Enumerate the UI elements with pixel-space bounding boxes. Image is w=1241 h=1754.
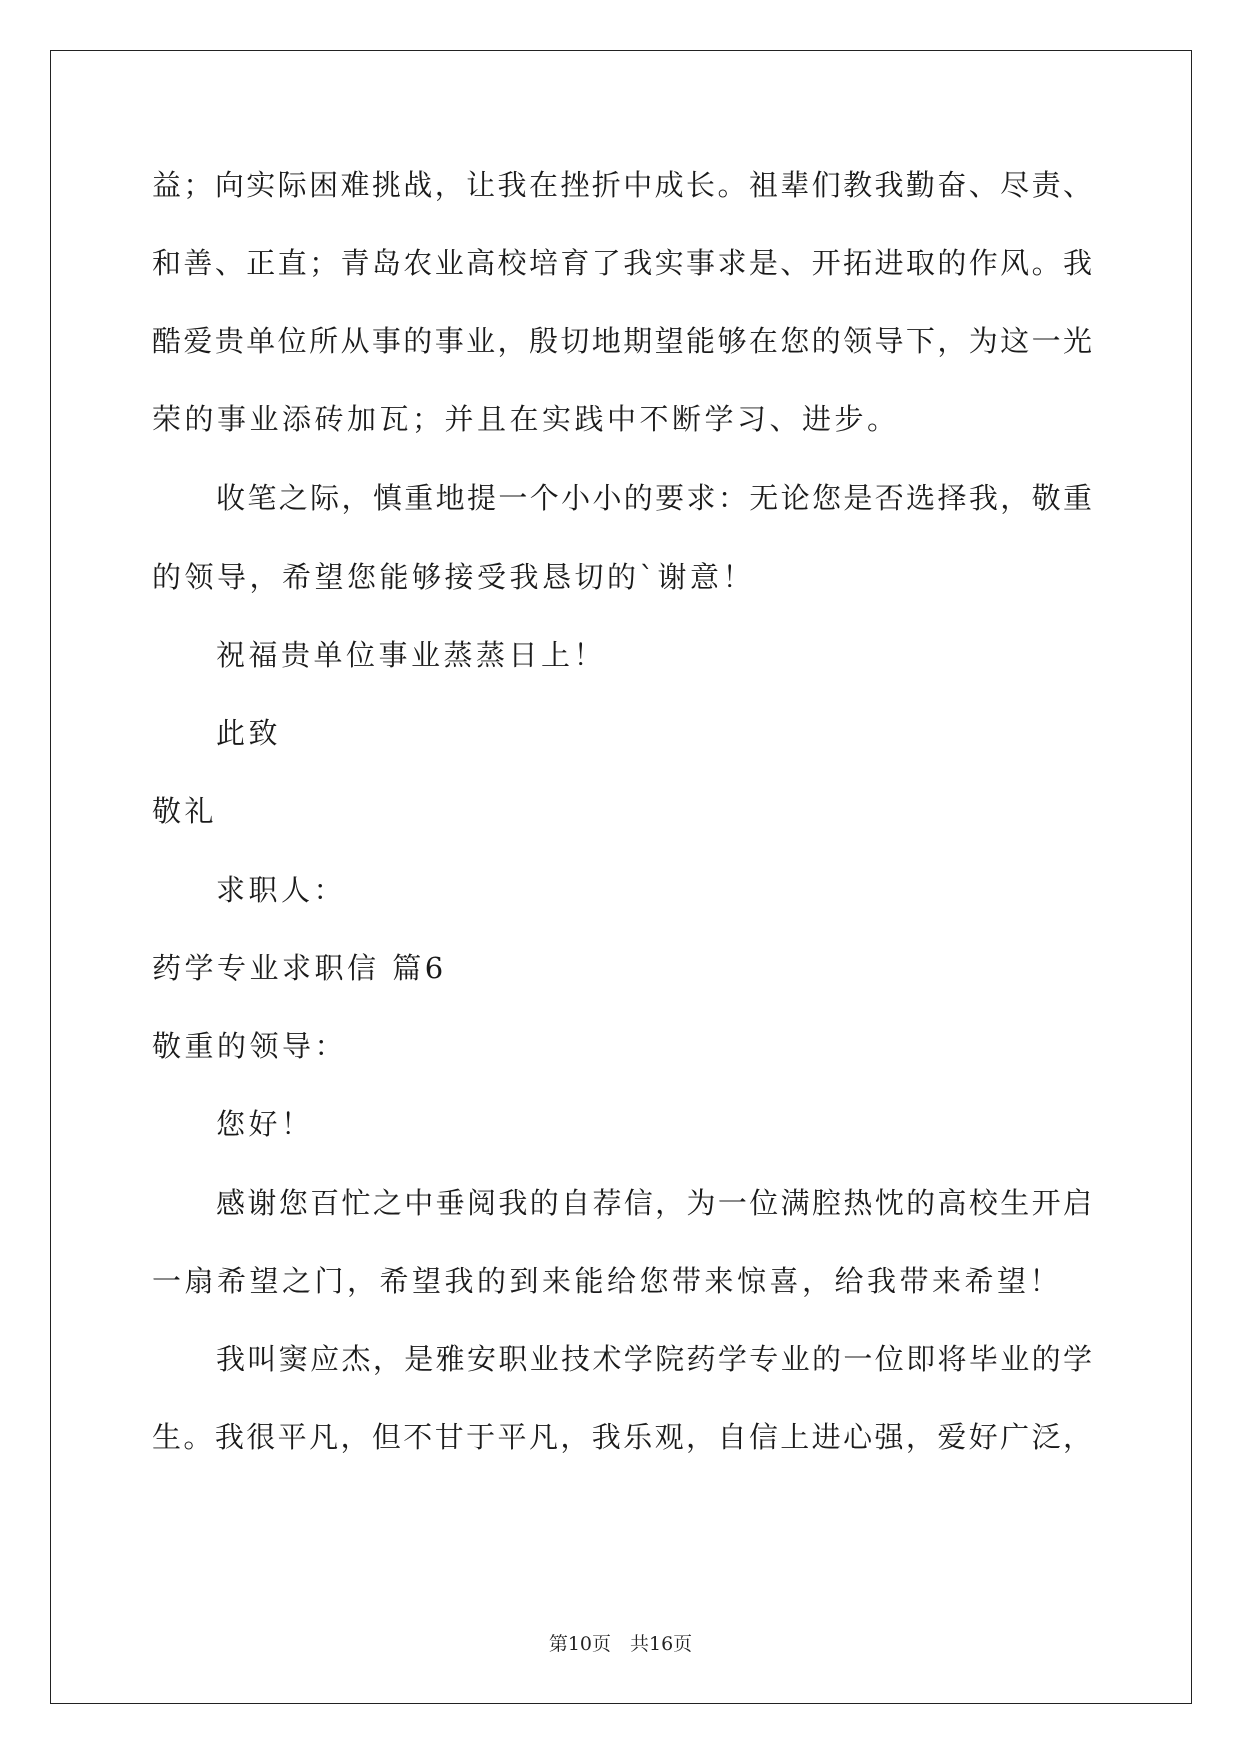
text-line: 生。我很平凡，但不甘于平凡，我乐观，自信上进心强，爱好广泛， bbox=[152, 1420, 1092, 1454]
salutation: 敬重的领导： bbox=[152, 1029, 348, 1063]
text-line: 荣的事业添砖加瓦；并且在实践中不断学习、进步。 bbox=[152, 402, 900, 436]
closing-wish: 祝福贵单位事业蒸蒸日上！ bbox=[216, 638, 607, 672]
closing-salute: 敬礼 bbox=[152, 794, 218, 828]
signature-label: 求职人： bbox=[216, 873, 347, 907]
text-line: 和善、正直；青岛农业高校培育了我实事求是、开拓进取的作风。我 bbox=[152, 246, 1092, 280]
greeting: 您好！ bbox=[216, 1107, 314, 1141]
text-line: 收笔之际，慎重地提一个小小的要求：无论您是否选择我，敬重 bbox=[216, 481, 1092, 515]
text-line: 我叫窦应杰，是雅安职业技术学院药学专业的一位即将毕业的学 bbox=[216, 1342, 1092, 1376]
text-line: 感谢您百忙之中垂阅我的自荐信，为一位满腔热忱的高校生开启 bbox=[216, 1186, 1092, 1220]
section-heading: 药学专业求职信 篇6 bbox=[152, 951, 447, 985]
text-line: 一扇希望之门，希望我的到来能给您带来惊喜，给我带来希望！ bbox=[152, 1264, 1063, 1298]
text-line: 酷爱贵单位所从事的事业，殷切地期望能够在您的领导下，为这一光 bbox=[152, 324, 1092, 358]
closing-phrase: 此致 bbox=[216, 716, 282, 750]
page-number: 第10页 共16页 bbox=[548, 1633, 693, 1655]
text-line: 益；向实际困难挑战，让我在挫折中成长。祖辈们教我勤奋、尽责、 bbox=[152, 168, 1092, 202]
text-line: 的领导，希望您能够接受我恳切的`谢意！ bbox=[152, 560, 756, 594]
